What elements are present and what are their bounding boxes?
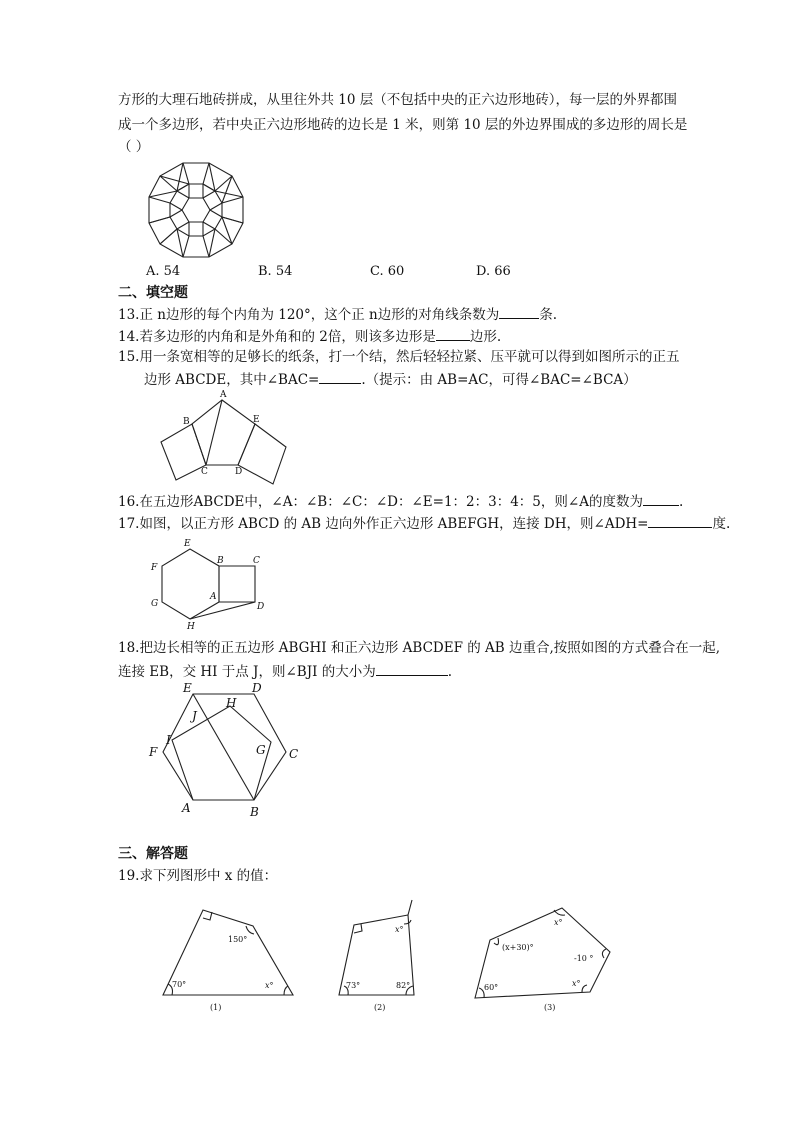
fig1-angle-x: x° <box>265 981 274 990</box>
q12-line1: 方形的大理石地砖拼成，从里往外共 10 层（不包括中央的正六边形地砖），每一层的外界都围 <box>118 92 678 108</box>
q12-option-d: D. 66 <box>476 264 511 279</box>
segment-dh <box>190 602 255 619</box>
fig3-angle-x-top: x° <box>554 918 563 927</box>
square-abcd <box>219 566 255 602</box>
q15-label-c: C <box>201 467 208 477</box>
fig3-angle-minus-10: -10 ° <box>574 954 594 963</box>
q14 <box>118 327 501 346</box>
q18-line2 <box>118 662 452 681</box>
arc-x30 <box>494 938 499 945</box>
right-angle-mark-2 <box>354 924 362 933</box>
q18-label-b: B <box>250 805 259 819</box>
fig1-angle-150: 150° <box>228 935 248 944</box>
q14-suffix: 边形. <box>469 329 502 345</box>
q17-text: 17.如图，以正方形 ABCD 的 AB 边向外作正六边形 ABEFGH，连接 DH，则∠ADH= <box>118 516 649 532</box>
q17-label-h: H <box>187 622 195 632</box>
q18-label-j: J <box>192 709 197 723</box>
q18-pentagon-hexagon-figure <box>146 682 306 822</box>
fig3-angle-60: 60° <box>484 983 499 992</box>
q12-option-b: B. 54 <box>258 264 293 279</box>
q12-tiling-figure <box>146 160 246 260</box>
diagonal-ac <box>206 400 222 465</box>
q16-blank <box>643 492 679 506</box>
q14-text: 14.若多边形的内角和是外角和的 2倍，则该多边形是 <box>118 329 436 345</box>
q16-suffix: . <box>678 494 684 510</box>
q15-hint: .（提示：由 AB=AC，可得∠BAC=∠BCA） <box>361 372 637 388</box>
fig2-angle-73: 73° <box>346 981 361 990</box>
q15-label-d: D <box>235 467 243 477</box>
arc-x1 <box>284 986 288 995</box>
arc-minus10 <box>602 949 606 958</box>
q19-figure-2 <box>334 900 434 1015</box>
q18-line1: 18.把边长相等的正五边形 ABGHI 和正六边形 ABCDEF 的 AB 边重合,按照如图的方式叠合在一起, <box>118 640 721 656</box>
q18-label-h: H <box>226 696 237 710</box>
q18-label-g: G <box>256 743 266 757</box>
hexagon-abefgh <box>162 549 219 619</box>
q17-label-c: C <box>253 556 260 566</box>
q17-label-e: E <box>184 539 191 549</box>
q13 <box>118 305 557 324</box>
q15-label-b: B <box>183 417 190 427</box>
fig1-angle-70: 70° <box>172 980 187 989</box>
arc-150 <box>246 926 254 934</box>
q15-label-e: E <box>253 415 260 425</box>
q13-text: 13.正 n边形的每个内角为 120°，这个正 n边形的对角线条数为 <box>118 307 500 323</box>
fig2-angle-x: x° <box>395 925 404 934</box>
q13-blank <box>499 305 539 319</box>
right-strip <box>238 424 286 484</box>
fig3-angle-x-bottom: x° <box>572 979 581 988</box>
q18-label-c: C <box>289 747 299 761</box>
q12-option-c: C. 60 <box>370 264 405 279</box>
q18-text: 连接 EB，交 HI 于点 J，则∠BJI 的大小为 <box>118 664 376 680</box>
q17-label-d: D <box>257 602 265 612</box>
q12-option-a: A. 54 <box>146 264 181 279</box>
q16 <box>118 492 683 511</box>
q17-label-g: G <box>151 599 159 609</box>
q17-label-f: F <box>151 563 158 573</box>
fig2-angle-82: 82° <box>396 981 411 990</box>
q18-label-i: I <box>166 733 171 747</box>
q15-pentagon-knot-figure <box>158 392 293 487</box>
q15-label-a: A <box>220 390 227 400</box>
q15-text: 边形 ABCDE，其中∠BAC= <box>144 372 320 388</box>
hexagon-abcdef <box>163 694 286 800</box>
q18-blank <box>376 662 448 676</box>
right-angle-mark-1 <box>203 912 212 920</box>
q17 <box>118 514 730 533</box>
section2-title: 二、填空题 <box>118 285 188 301</box>
q17-blank <box>648 514 712 528</box>
section3-title: 三、解答题 <box>118 846 188 862</box>
extension-line <box>408 900 412 915</box>
q14-blank <box>436 327 470 341</box>
q17-label-a: A <box>210 592 217 602</box>
q17-label-b: B <box>217 556 224 566</box>
q17-suffix: 度. <box>712 516 731 532</box>
tile-lines <box>149 163 243 257</box>
q18-label-f: F <box>149 745 158 759</box>
left-strip <box>161 424 206 480</box>
arc-x3bottom <box>582 985 587 992</box>
q19-figure-1 <box>160 900 300 1015</box>
arc-x2 <box>404 920 411 924</box>
inner-hexagon <box>182 198 210 222</box>
q17-hexagon-square-figure <box>145 537 275 632</box>
q13-suffix: 条. <box>539 307 558 323</box>
q12-line2: 成一个多边形，若中央正六边形地砖的边长是 1 米，则第 10 层的外边界围成的多边形的周长是 <box>118 117 688 133</box>
q15-line2 <box>144 370 637 389</box>
q18-suffix: . <box>447 664 453 680</box>
fig3-angle-x-plus-30: (x+30)° <box>502 943 534 952</box>
q15-blank <box>319 370 361 384</box>
q18-label-a: A <box>182 801 191 815</box>
q18-label-e: E <box>183 681 192 695</box>
q18-label-d: D <box>252 681 262 695</box>
q19-figure-3 <box>472 900 622 1015</box>
q16-text: 16.在五边形ABCDE中，∠A：∠B：∠C：∠D：∠E=1：2：3：4：5，则∠A的度数为 <box>118 494 643 510</box>
fig3-caption: (3) <box>544 1003 556 1012</box>
fig2-caption: (2) <box>374 1003 386 1012</box>
fig1-caption: (1) <box>210 1003 222 1012</box>
q15-line1: 15.用一条宽相等的足够长的纸条，打一个结，然后轻轻拉紧、压平就可以得到如图所示的正五 <box>118 349 680 365</box>
q12-answer-paren: （ ） <box>118 139 150 155</box>
q19-text: 19.求下列图形中 x 的值： <box>118 868 278 884</box>
pentagon-abcde <box>192 400 255 465</box>
